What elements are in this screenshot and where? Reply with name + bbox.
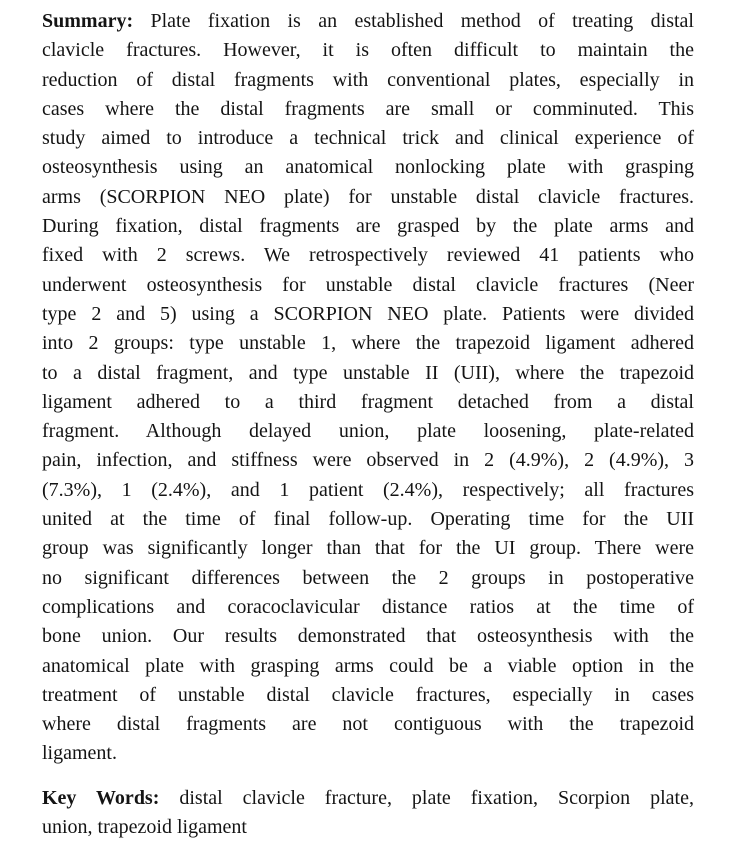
text-line: group was significantly longer than that for the UI group. There were <box>42 537 694 560</box>
keywords-first-line-text: distal clavicle fracture, plate fixation, Scorpion plate, <box>159 786 694 809</box>
text-line: clavicle fractures. However, it is often difficult to maintain the <box>42 39 694 62</box>
summary-label: Summary: <box>42 10 134 32</box>
text-line: ligament adhered to a third fragment detached from a distal <box>42 390 694 413</box>
text-line: underwent osteosynthesis for unstable distal clavicle fractures (Neer <box>42 273 694 296</box>
text-line: ligament. <box>42 742 117 765</box>
text-line: cases where the distal fragments are small or comminuted. This <box>42 97 694 120</box>
keywords-label: Key Words: <box>42 786 160 809</box>
text-line: into 2 groups: type unstable 1, where the trapezoid ligament adhered <box>42 332 694 355</box>
keywords-first-line <box>42 784 694 813</box>
summary-first-line <box>42 7 694 36</box>
text-line: type 2 and 5) using a SCORPION NEO plate. Patients were divided <box>42 302 694 325</box>
text-line: During fixation, distal fragments are grasped by the plate arms and <box>42 215 694 238</box>
text-line: treatment of unstable distal clavicle fractures, especially in cases <box>42 683 694 706</box>
summary-body-lines <box>42 36 694 768</box>
text-line: fixed with 2 screws. We retrospectively reviewed 41 patients who <box>42 244 694 267</box>
text-line: where distal fragments are not contiguous with the trapezoid <box>42 713 694 736</box>
text-line: pain, infection, and stiffness were observed in 2 (4.9%), 2 (4.9%), 3 <box>42 449 694 472</box>
text-line: complications and coracoclavicular distance ratios at the time of <box>42 595 694 618</box>
text-line: arms (SCORPION NEO plate) for unstable distal clavicle fractures. <box>42 185 694 208</box>
text-line: anatomical plate with grasping arms could be a viable option in the <box>42 654 694 677</box>
keywords-last-line: union, trapezoid ligament <box>42 816 247 839</box>
keywords-paragraph <box>42 784 694 843</box>
text-line: bone union. Our results demonstrated that osteosynthesis with the <box>42 625 694 648</box>
text-line: no significant differences between the 2 groups in postoperative <box>42 566 694 589</box>
text-line: to a distal fragment, and type unstable II (UII), where the trapezoid <box>42 361 694 384</box>
summary-first-line-text: Plate fixation is an established method of treating distal <box>133 10 694 32</box>
text-line: study aimed to introduce a technical trick and clinical experience of <box>42 127 694 150</box>
text-line: reduction of distal fragments with conventional plates, especially in <box>42 68 694 91</box>
text-line: fragment. Although delayed union, plate loosening, plate-related <box>42 420 694 443</box>
text-line: osteosynthesis using an anatomical nonlocking plate with grasping <box>42 156 694 179</box>
summary-paragraph <box>42 7 694 769</box>
text-line: united at the time of final follow-up. Operating time for the UII <box>42 508 694 531</box>
text-line: (7.3%), 1 (2.4%), and 1 patient (2.4%), respectively; all fractures <box>42 478 694 501</box>
